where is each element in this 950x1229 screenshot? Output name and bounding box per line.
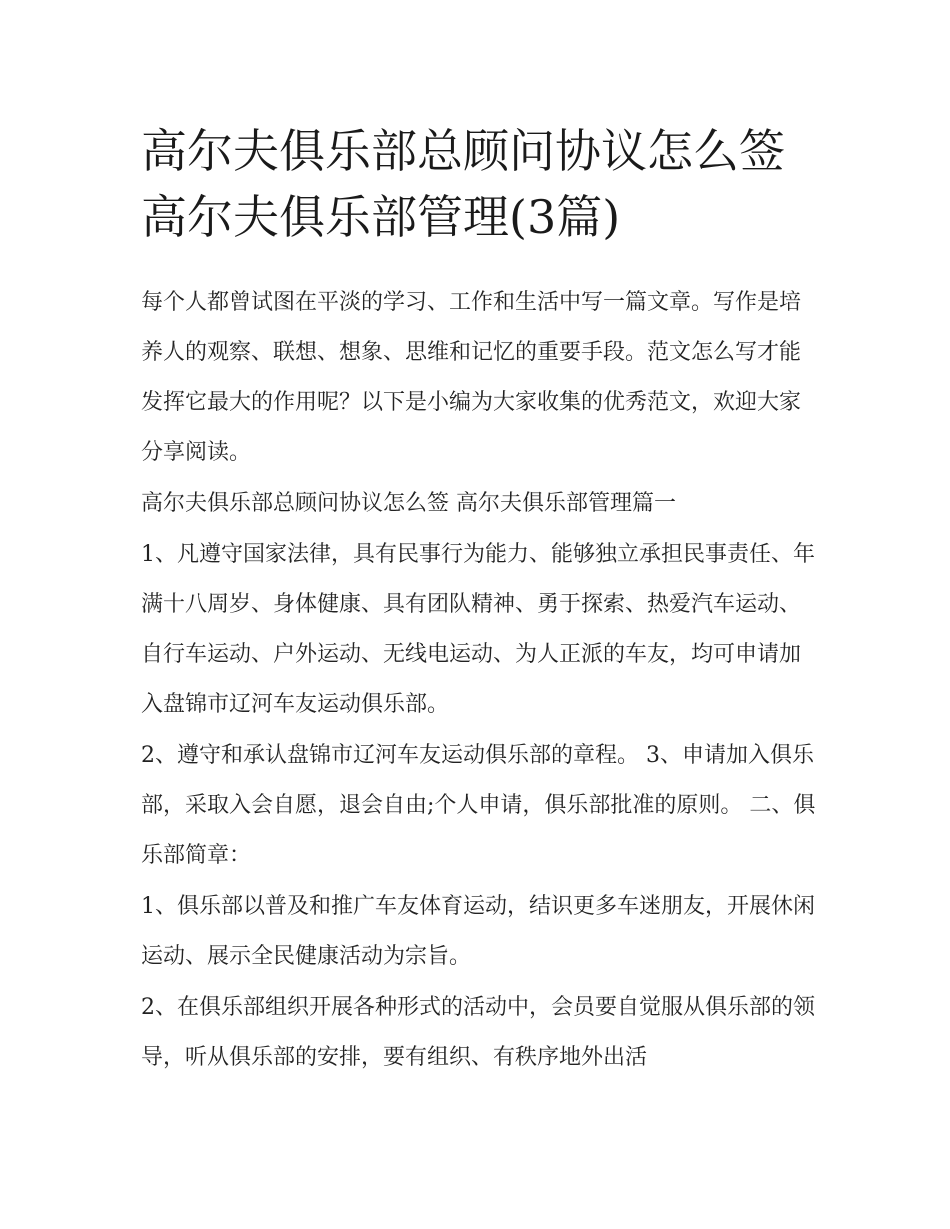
clause-paragraph: 2、遵守和承认盘锦市辽河车友运动俱乐部的章程。 3、申请加入俱乐部，采取入会自愿，退会自由;个人申请，俱乐部批准的原则。 二、俱乐部简章： <box>141 743 816 868</box>
clause-paragraph: 2、在俱乐部组织开展各种形式的活动中，会员要自觉服从俱乐部的领导，听从俱乐部的安排，要有组织、有秩序地外出活 <box>141 995 815 1070</box>
clause-paragraph: 1、凡遵守国家法律，具有民事行为能力、能够独立承担民事责任、年满十八周岁、身体健康、具有团队精神、勇于探索、热爱汽车运动、自行车运动、户外运动、无线电运动、为人正派的车友，均可申请加入盘锦市辽河车友运动俱乐部。 <box>141 542 815 717</box>
clause-paragraph: 1、俱乐部以普及和推广车友体育运动，结识更多车迷朋友，开展休闲运动、展示全民健康活动为宗旨。 <box>141 894 815 969</box>
intro-paragraph: 每个人都曾试图在平淡的学习、工作和生活中写一篇文章。写作是培养人的观察、联想、想象、思维和记忆的重要手段。范文怎么写才能发挥它最大的作用呢？以下是小编为大家收集的优秀范文，欢迎大家分享阅读。 <box>141 290 802 465</box>
document-title: 高尔夫俱乐部总顾问协议怎么签 高尔夫俱乐部管理(3篇) <box>141 124 785 244</box>
section-heading: 高尔夫俱乐部总顾问协议怎么签 高尔夫俱乐部管理篇一 <box>141 491 676 516</box>
document-body <box>141 278 821 1084</box>
